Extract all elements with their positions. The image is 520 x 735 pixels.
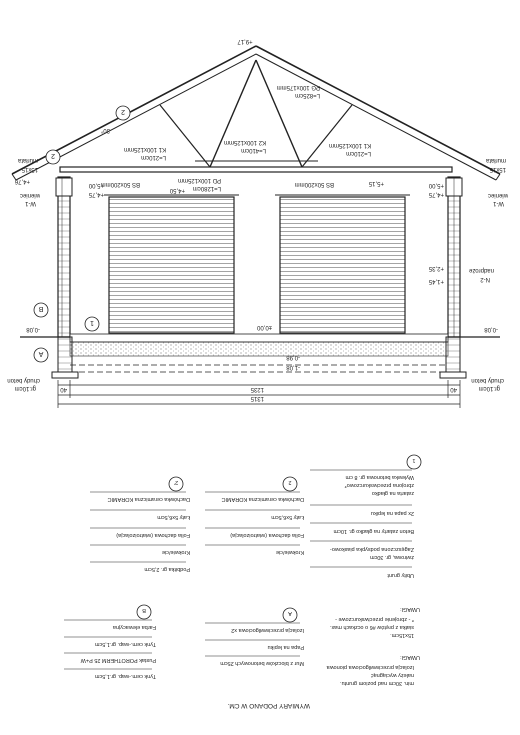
legend-2-line-1: Dachówka ceramiczna KORAMIC — [221, 496, 304, 502]
notes1-line-1: * - zbrojenie przeciwskurczowe - — [335, 616, 414, 622]
collar-length: L=410cm — [241, 147, 266, 153]
murlata-right: murłata — [485, 157, 506, 163]
dimension-lines — [58, 380, 460, 408]
level-found-top: -0,98 — [286, 354, 300, 360]
legend-1-line-3: zatarta na gładko — [371, 490, 414, 496]
legend-2p-line-5: Podbitka gr. 2,5cm — [144, 566, 190, 572]
notes2-line-3: min. 30cm nad poziom gruntu. — [340, 680, 414, 686]
dim-total: 1315 — [250, 395, 264, 401]
level-eave-left-under: +4,75 — [88, 191, 104, 197]
legend-2-line-4: Krokwie/cie — [275, 549, 304, 555]
chudy-beton-left: chudy beton — [7, 377, 40, 383]
wieniec-left: wieniec — [19, 192, 40, 198]
level-left-76: +4,76 — [14, 178, 30, 184]
level-found-bottom: -1,08 — [286, 364, 300, 370]
dim-inner: 1235 — [250, 386, 264, 392]
chudy-beton-right: chudy beton — [471, 377, 504, 383]
legend-1-line-7: żwirowa, gr. 30cm — [369, 554, 414, 560]
ring-beam-right: BS 50x200mm — [294, 181, 334, 187]
legend-a-line-3: Mur z bloczków betonowych 25cm — [220, 660, 304, 666]
level-floor-center: ±0,00 — [257, 324, 272, 330]
legend-2p-marker: 2' — [173, 479, 179, 485]
level-ground-left: -0,08 — [26, 326, 40, 332]
strut-right-length: L=210cm — [346, 150, 371, 156]
legend-1-marker: 1 — [412, 457, 416, 463]
garage-door-right — [275, 195, 410, 333]
legend-a-line-1: Izolacja przeciwwilgociowa x2 — [231, 627, 304, 633]
dim-left-wall: 40 — [60, 386, 67, 392]
footer-note: WYMIARY PODANO W CM. — [227, 702, 310, 709]
notes1-line-3: 15x15cm. — [390, 632, 414, 638]
tie-beam — [60, 167, 452, 172]
legend-1-line-6: Zagęszczona podsypka piaskowo- — [329, 546, 414, 552]
strut-left-name: K1 100x125mm — [123, 146, 166, 152]
murlata-right-size: 15x15 — [489, 166, 506, 172]
tie-beam-length: L=1280cm — [192, 185, 221, 191]
strut-left-length: L=210cm — [141, 154, 166, 160]
legend-a-marker: A — [288, 610, 292, 616]
roof-angle: 30° — [100, 127, 110, 133]
legend-b-marker: B — [142, 607, 146, 613]
level-ground-right: -0,08 — [484, 326, 498, 332]
right-wall — [446, 177, 462, 337]
tie-beam-name: PD 100x125mm — [177, 177, 221, 183]
legend-1-line-8: Ubity grunt — [387, 572, 414, 578]
legend-2p-line-3: Folia dachowa (wiatroizolacja) — [116, 532, 190, 538]
marker-1: 1 — [90, 319, 94, 326]
dim-right-wall: 40 — [450, 386, 457, 392]
legend-2-line-2: Łaty 5x6,5cm — [271, 514, 304, 520]
notes1-line-2: siatka z prętów #6 o oczkach max. — [329, 624, 414, 630]
legend-b-line-4: Tynk cem.-wap. gr.1,5cm — [94, 673, 156, 679]
floor-slab — [20, 334, 500, 372]
murlata-left-size: 15x15 — [21, 166, 38, 172]
notes1-title: UWAGI: — [400, 606, 420, 612]
marker-2-left: 2 — [121, 108, 125, 115]
marker-2-center: 2 — [51, 152, 55, 159]
garage-door-left — [104, 195, 239, 333]
notes2-line-1: Izolacja przeciwwilgociowa pionowa — [326, 664, 414, 670]
legend-1-line-1: Wylewka betonowa gr. 8 cm — [345, 474, 414, 480]
rafter-top-name: PG 100x175mm — [276, 84, 320, 90]
legend-a-line-2: Papa na lepiku — [267, 644, 304, 650]
wieniec-left-name: W-1 — [25, 200, 36, 206]
collar-name: K2 100x125mm — [223, 139, 266, 145]
legend-2p-line-1: Dachówka ceramiczna KORAMIC — [107, 496, 190, 502]
level-eave-right-under: +4,75 — [428, 191, 444, 197]
murlata-left: murłata — [17, 157, 38, 163]
wieniec-right: wieniec — [487, 192, 508, 198]
level-eave-right: +5,00 — [428, 182, 444, 188]
legend-b-line-1: Farba elewacyjna — [112, 624, 156, 630]
legend — [64, 455, 421, 709]
legend-2-line-3: Folia dachowa (wiatroizolacja) — [230, 532, 304, 538]
ring-beam-left: BS 50x200mm — [100, 181, 140, 187]
legend-1-line-5: Beton zatarty na gładko gr. 10cm — [333, 528, 414, 534]
strut-right-name: K1 100x125mm — [328, 142, 371, 148]
legend-2p-line-2: Łaty 5x6,5cm — [157, 514, 190, 520]
notes2-line-2: należy wyciągnąć — [370, 672, 414, 678]
level-beam-right: +5,15 — [368, 180, 384, 186]
marker-b: B — [38, 305, 44, 312]
roof — [12, 46, 500, 180]
legend-1-line-4: 2x papa na lepiku — [370, 510, 414, 516]
level-beam-center: +4,50 — [169, 187, 185, 193]
chudy-beton-left-sub: gr.10cm — [14, 385, 36, 391]
legend-2p-line-4: Krokwie/cie — [161, 549, 190, 555]
notes2-title: UWAGI: — [400, 654, 420, 660]
nadproze-name: N-2 — [480, 276, 490, 282]
level-lintel-low: +1,45 — [428, 278, 444, 284]
legend-1-line-2: zbrojona przeciwskurczowo* — [344, 482, 414, 488]
level-eave-left: +5,00 — [88, 182, 104, 188]
legend-2-marker: 2 — [288, 479, 292, 485]
level-lintel: +2,35 — [428, 265, 444, 271]
legend-b-line-3: Pustak POROTHERM 25 P+W — [80, 657, 156, 663]
ridge-level: +9,17 — [237, 38, 253, 44]
nadproze-label: nadproże — [468, 267, 494, 273]
legend-b-line-2: Tynk cem.-wap. gr.1,5cm — [94, 641, 156, 647]
left-wall — [56, 177, 72, 337]
rafter-top-length: L=825cm — [295, 92, 320, 98]
marker-a: A — [38, 350, 44, 357]
wieniec-right-name: W-1 — [493, 200, 504, 206]
chudy-beton-right-sub: gr.10cm — [478, 385, 500, 391]
